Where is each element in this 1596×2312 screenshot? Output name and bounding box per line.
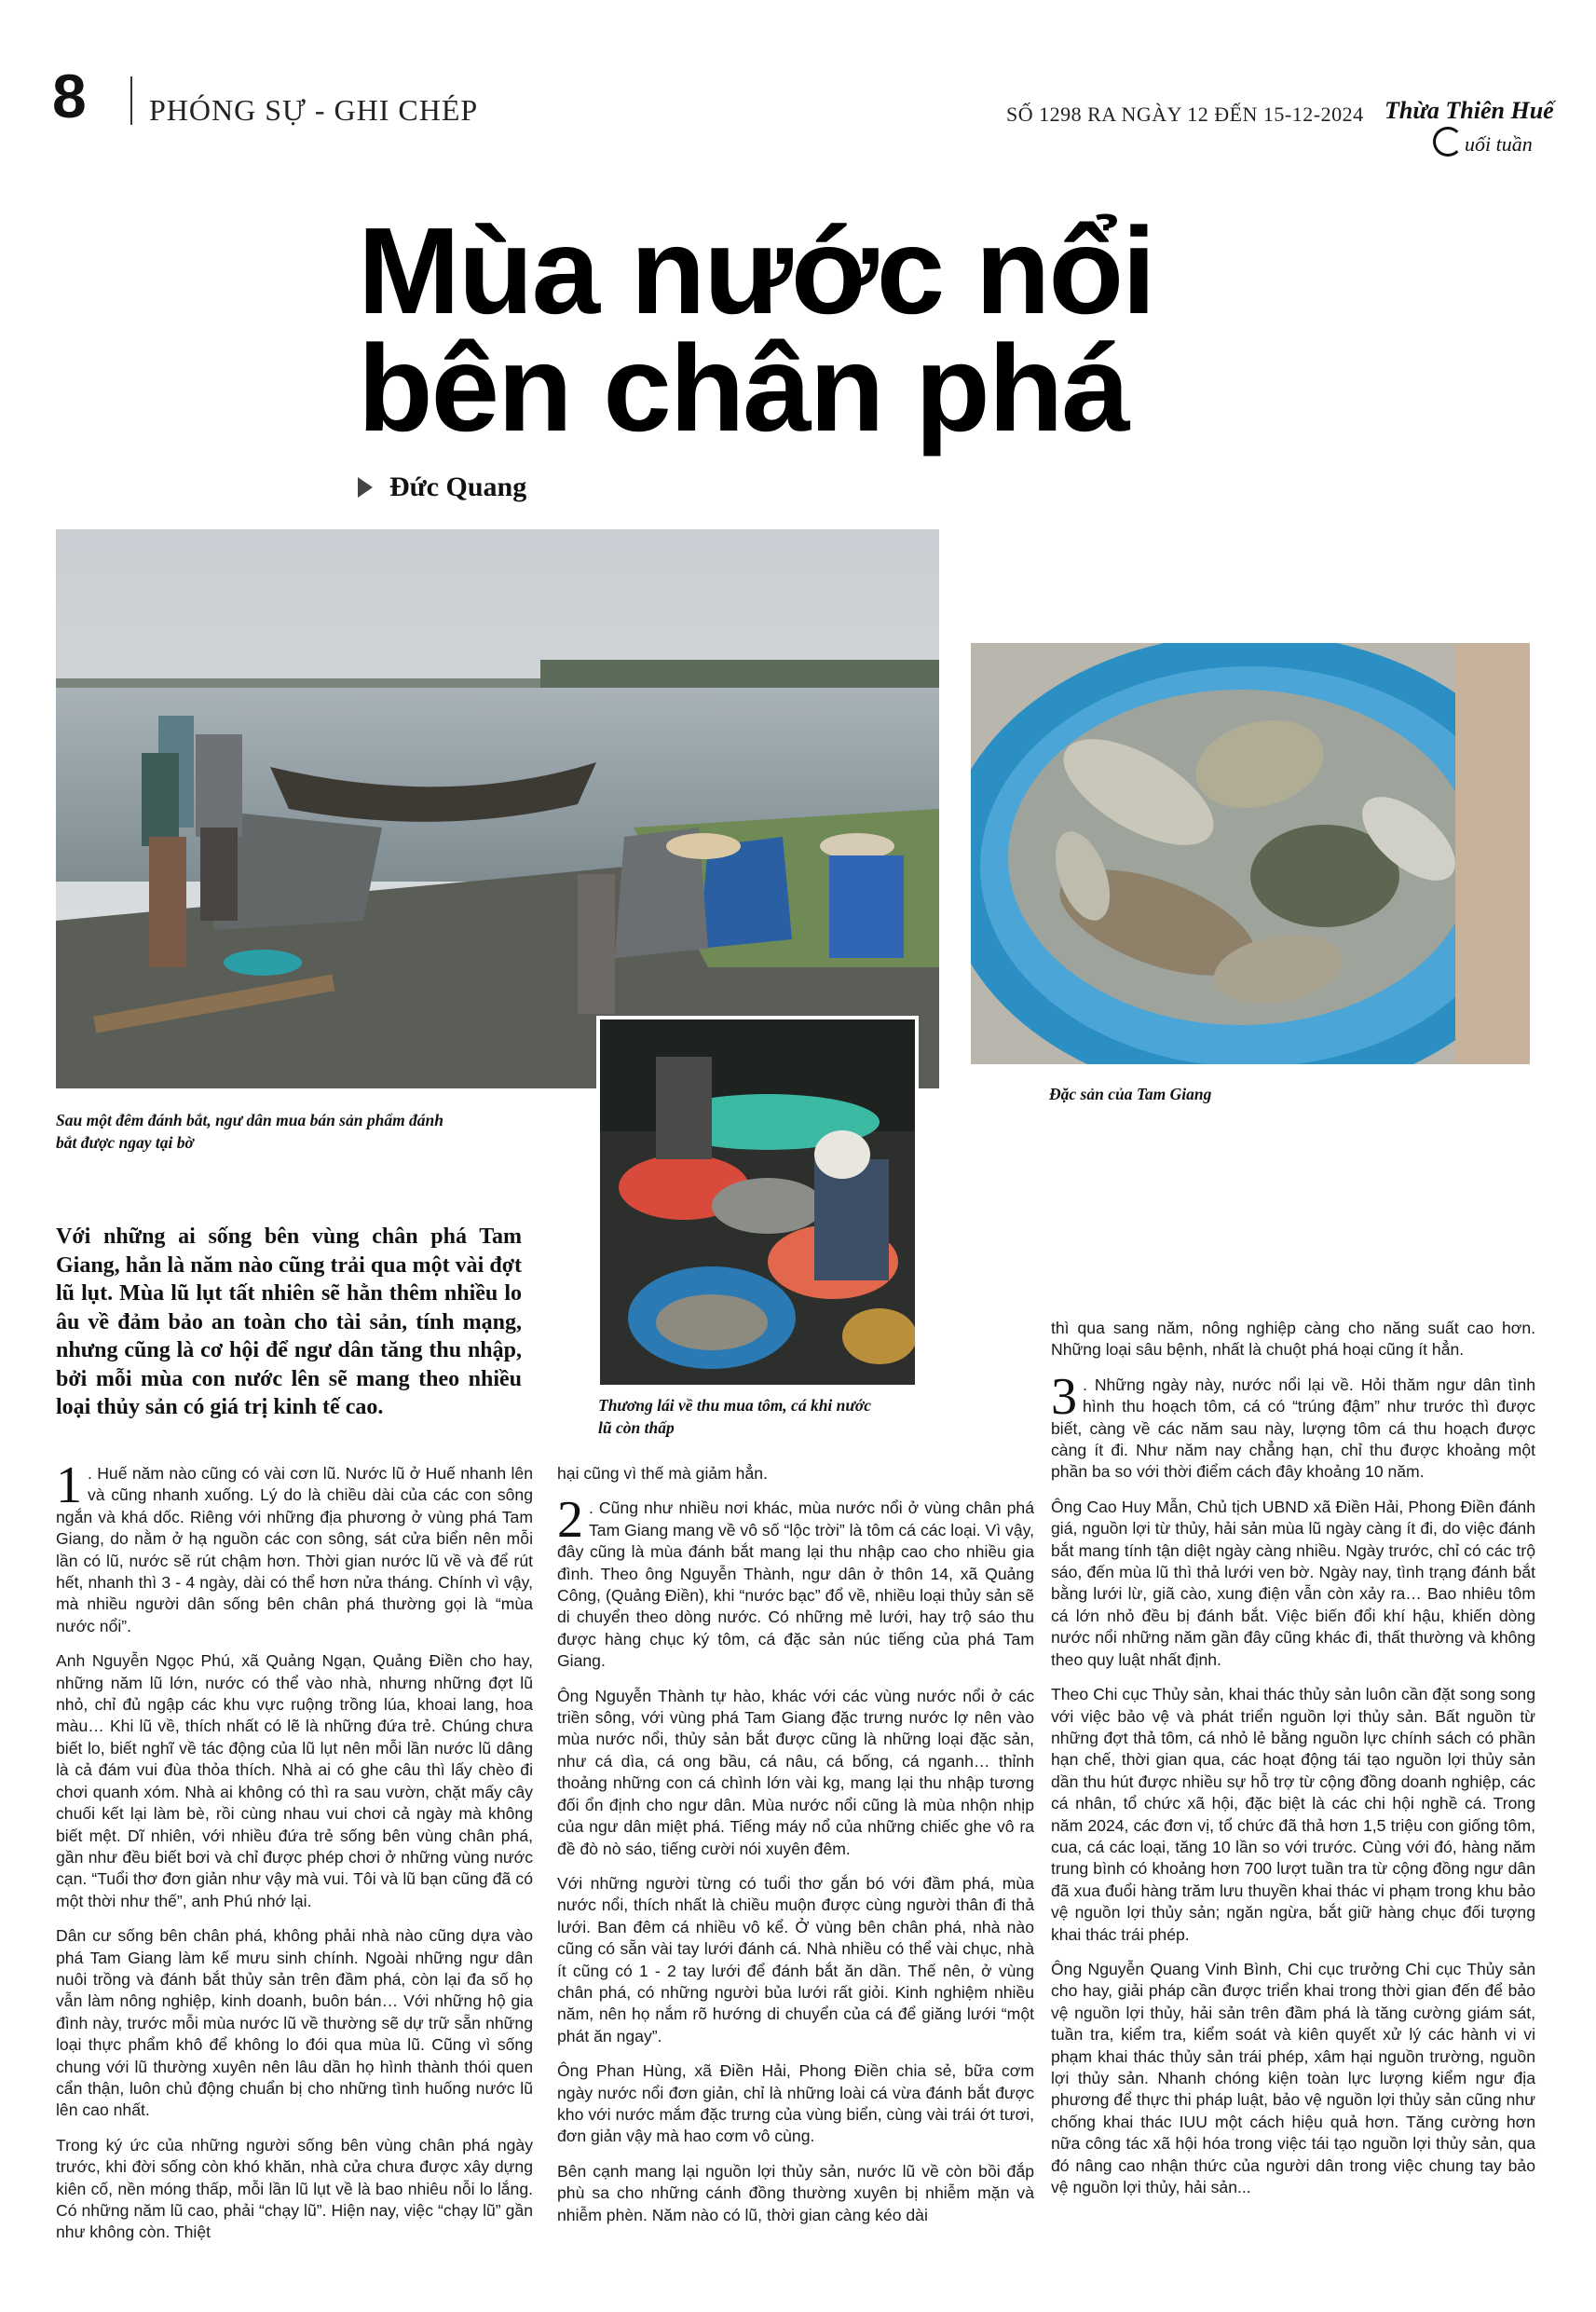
- paragraph: Ông Nguyễn Quang Vinh Bình, Chi cục trưởng Chi cục Thủy sản cho hay, giải pháp cần được triển khai trong thời gian đến để bảo vệ nguồn lợi thủy, hải sản trên đầm phá là tăng cường giám sát, tuần tra, kiểm tra, kiểm soát và kiên quyết xử lý các hành vi vi phạm khai thác thủy sản trái phép, xâm hại nguồn trường, nguồn lợi thủy sản. Nhanh chóng kiện toàn lực lượng kiểm ngư địa phương để thực thi pháp luật, bảo vệ nguồn lợi thủy sản cũng như chống khai thác IUU một cách hiệu quả hơn. Tăng cường hơn nữa công tác xã hội hóa trong việc tái tạo nguồn lợi thủy sản, qua đó nâng cao nhận thức của người dân trong việc chung tay bảo vệ nguồn lợi thủy, hải sản...: [1051, 1959, 1535, 2197]
- caption-photo-3: Thương lái về thu mua tôm, cá khi nước lũ còn thấp: [598, 1396, 872, 1437]
- logo-c-icon: [1433, 127, 1463, 157]
- author-name: Đức Quang: [389, 472, 527, 502]
- article-title: [358, 202, 1154, 457]
- paragraph: Theo Chi cục Thủy sản, khai thác thủy sản luôn cần đặt song song với việc bảo vệ và phát triển nguồn lợi thủy sản. Bất nguồn từ những đợt thả tôm, cá nhỏ lẻ bằng nguồn lực chính sách có phần hạn chế, thời gian qua, các hoạt động tái tạo nguồn lợi thủy sản dần thu hút được nhiều sự hỗ trợ từ cộng đồng doanh nghiệp, các cá nhân, tổ chức xã hội, đặc biệt là các chi hội nghề cá. Trong năm 2024, các đơn vị, tổ chức đã thả hơn 1,5 triệu con giống tôm, cua, cá các loại, tăng 10 lần so với trước. Cùng với đó, hàng năm trung bình có khoảng hơn 700 lượt tuần tra từ cộng đồng ngư dân đã xua đuổi hàng trăm lưu thuyền khai thác vi phạm trong khu bảo vệ nguồn lợi thủy sản; ngăn ngừa, bắt giữ hàng chục đối tượng khai thác trái phép.: [1051, 1685, 1535, 1944]
- publication-logo-sub: [1433, 127, 1533, 157]
- photo-fish-basket: [971, 643, 1530, 1064]
- paragraph: [1051, 1367, 1535, 1484]
- byline: [358, 472, 526, 503]
- issue-info: SỐ 1298 RA NGÀY 12 ĐẾN 15-12-2024: [1006, 103, 1364, 126]
- paragraph: Ông Cao Huy Mẫn, Chủ tịch UBND xã Điền Hải, Phong Điền đánh giá, nguồn lợi từ thủy, hải sản mùa lũ ngày càng ít đi, do việc đánh bắt mang tính tận diệt ngày càng nhiều. Ngày trước, chỉ có các trộ sáo, đến mùa lũ thì thả lưới ven bờ. Ngày nay, tình trạng đánh bắt bằng lưới lừ, giã cào, xung điện vẫn còn xảy ra… Bao nhiêu tôm cá lớn nhỏ đều bị đánh bắt. Việc biến đổi khí hậu, khiến dòng nước nổi những năm gần đây cũng khác đi, thất thường và không theo quy luật nhất định.: [1051, 1497, 1535, 1669]
- page-number: 8: [52, 62, 87, 130]
- publication-logo: Thừa Thiên Huế: [1385, 97, 1554, 124]
- paragraph: [56, 1457, 533, 1637]
- paragraph: [557, 1491, 1034, 1672]
- section-label: PHÓNG SỰ - GHI CHÉP: [149, 93, 479, 127]
- title-line-2: bên chân phá: [358, 320, 1128, 457]
- title-line-1: Mùa nước nổi: [358, 202, 1154, 339]
- dropcap: 2: [557, 1491, 583, 1550]
- photo-fishermen-shore: [56, 529, 939, 1088]
- paragraph-text: . Những ngày này, nước nổi lại về. Hỏi thăm ngư dân tình hình thu hoạch tôm, cá có “trúng đậm” như trước thì được biết, càng về các năm sau này, lượng tôm cá thu hoạch được càng ít đi. Như năm nay chẳng hạn, chỉ thu được khoảng một phần ba so với thời điểm cách đây khoảng 10 năm.: [1051, 1375, 1535, 1482]
- paragraph: Bên cạnh mang lại nguồn lợi thủy sản, nước lũ về còn bồi đắp phù sa cho những cánh đồng thường xuyên bị nhiễm mặn và nhiễm phèn. Năm nào có lũ, thời gian càng kéo dài: [557, 2161, 1034, 2224]
- paragraph: Với những người từng có tuổi thơ gắn bó với đầm phá, mùa nước nổi, thích nhất là chiều muộn được cùng người thân đi thả lưới. Ban đêm cá nhiều vô kể. Ở vùng bên chân phá, nhà nào cũng có sẵn vài tay lưới đánh cá. Nhà nhiều có thể vài chục, nhà ít cũng có 1 - 2 tay lưới để đánh bắt ăn dần. Thế nên, ở vùng chân phá, có những người bủa lưới rất giỏi. Kinh nghiệm nhiều năm, nên họ nắm rõ hướng di chuyển của cá để giăng lưới “một phát ăn ngay”.: [557, 1873, 1034, 2045]
- body-column-1: [56, 1457, 533, 2257]
- header-divider: [130, 76, 132, 125]
- paragraph-text: . Huế năm nào cũng có vài cơn lũ. Nước lũ ở Huế nhanh lên và cũng nhanh xuống. Lý do là chiều dài của các con sông ngắn và khá dốc. Riêng với những địa phương ở vùng phá Tam Giang, do nằm ở hạ nguồn các con sông, sát cửa biển nên mỗi lần có lũ, nước sẽ rút chậm hơn. Thời gian nước lũ về và để rút hết, nhanh thì 3 - 4 ngày, dài có thể hơn nửa tháng. Chính vì vậy, mà nhiều người dân sống bên chân phá thường gọi là “mùa nước nổi”.: [56, 1464, 533, 1635]
- body-column-2: [557, 1463, 1034, 2239]
- article-lead: Với những ai sống bên vùng chân phá Tam Giang, hẳn là năm nào cũng trải qua một vài đợt lũ lụt. Mùa lũ lụt tất nhiên sẽ hằn thêm nhiều lo âu về đảm bảo an toàn cho tài sản, tính mạng, nhưng cũng là cơ hội để ngư dân tăng thu nhập, bởi mỗi mùa con nước lên sẽ mang theo nhiều loại thủy sản có giá trị kinh tế cao.: [56, 1224, 522, 1419]
- paragraph: thì qua sang năm, nông nghiệp càng cho năng suất cao hơn. Những loại sâu bệnh, nhất là chuột phá hoại cũng ít hẳn.: [1051, 1319, 1535, 1360]
- dropcap: 1: [56, 1457, 82, 1514]
- caption-photo-2: Đặc sản của Tam Giang: [1049, 1085, 1212, 1103]
- paragraph: Dân cư sống bên chân phá, không phải nhà nào cũng dựa vào phá Tam Giang làm kế mưu sinh chính. Ngoài những ngư dân nuôi trồng và đánh bắt thủy sản trên đầm phá, còn lại đa số họ vẫn làm nông nghiệp, kinh doanh, buôn bán… Với những hộ gia đình này, trước mỗi mùa nước lũ về thường sẽ dự trữ sẵn những loại thực phẩm khô để không lo đói qua mùa lũ. Cũng vì sống chung với lũ thường xuyên nên lâu dần họ hình thành thói quen cẩn thận, luôn chủ động chuẩn bị cho những tình huống nước lũ lên cao nhất.: [56, 1926, 533, 2120]
- paragraph: Ông Nguyễn Thành tự hào, khác với các vùng nước nổi ở các triền sông, với vùng phá Tam Giang đặc trưng nước lợ nên vào mùa nước nổi, thủy sản bắt được cũng là những loại đặc sản, như cá dìa, cá ong bầu, cá nâu, cá bống, cá nganh… thỉnh thoảng những con cá chình lớn vài kg, mang lại thu nhập tương đối ổn định cho ngư dân. Mùa nước nổi cũng là mùa nhộn nhịp của ngư dân miệt phá. Tiếng máy nổ của những chiếc ghe vô ra đề đò nò sáo, tiếng cười nói xuyên đêm.: [557, 1686, 1034, 1858]
- body-column-3: [1051, 1318, 1535, 2211]
- dropcap: 3: [1051, 1367, 1077, 1426]
- play-triangle-icon: [358, 477, 373, 498]
- paragraph: Ông Phan Hùng, xã Điền Hải, Phong Điền chia sẻ, bữa cơm ngày nước nổi đơn giản, chỉ là những loài cá vừa đánh bắt được kho với nước mắm đặc trưng của vùng biển, cùng vài trái ớt tươi, đơn giản vậy mà hao cơm vô cùng.: [557, 2061, 1034, 2146]
- photo-traders: [596, 1016, 919, 1389]
- paragraph: hại cũng vì thế mà giảm hẳn.: [557, 1464, 768, 1483]
- paragraph: Anh Nguyễn Ngọc Phú, xã Quảng Ngạn, Quảng Điền cho hay, những năm lũ lớn, nước có thể vào nhà, nhưng những đợt lũ nhỏ, chỉ đủ ngập các khu vực ruộng trồng lúa, khoai lang, hoa màu… Khi lũ về, thích nhất có lẽ là những đứa trẻ. Chúng chưa biết lo, biết nghĩ về tác động của lũ lụt nên mỗi lần nước lũ dâng là cả đám vui đùa thỏa thích. Nhà ai có ghe câu thì lấy chèo đi chơi quanh xóm. Nhà ai không có thì ra sau vườn, chặt mấy cây chuối kết lại làm bè, rồi cùng nhau vui chơi cả ngày mà không biết mệt. Dĩ nhiên, với nhiều đứa trẻ sống bên vùng chân phá, gần như đều biết bơi và chỉ được phép chơi ở những vùng nước cạn. “Tuổi thơ đơn giản như vậy mà vui. Tôi và lũ bạn cũng đã có một thời như thế”, anh Phú nhớ lại.: [56, 1651, 533, 1910]
- paragraph: Trong ký ức của những người sống bên vùng chân phá ngày trước, khi đời sống còn khó khăn, nhà cửa chưa được xây dựng kiên cố, nền móng thấp, mỗi lần lũ lụt về là bao nhiêu nỗi lo lắng. Có những năm lũ cao, phải “chạy lũ”. Hiện nay, việc “chạy lũ” gần như không còn. Thiệt: [56, 2135, 533, 2242]
- paragraph-text: . Cũng như nhiều nơi khác, mùa nước nổi ở vùng chân phá Tam Giang mang về vô số “lộc trời” là tôm cá các loại. Vì vậy, đây cũng là mùa đánh bắt mang lại thu nhập cao cho nhiều gia đình. Theo ông Nguyễn Thành, ngư dân ở thôn 14, xã Quảng Công, (Quảng Điền), khi “nước bạc” đổ về, nhiều loại thủy sản sẽ di chuyển theo dòng nước. Có những mẻ lưới, hay trộ sáo thu được hàng chục ký tôm, cá đặc sản núc tiếng của phá Tam Giang.: [557, 1498, 1034, 1671]
- logo-sub-text: uối tuần: [1465, 132, 1533, 156]
- caption-photo-1: Sau một đêm đánh bắt, ngư dân mua bán sản phẩm đánh bắt được ngay tại bờ: [56, 1111, 444, 1152]
